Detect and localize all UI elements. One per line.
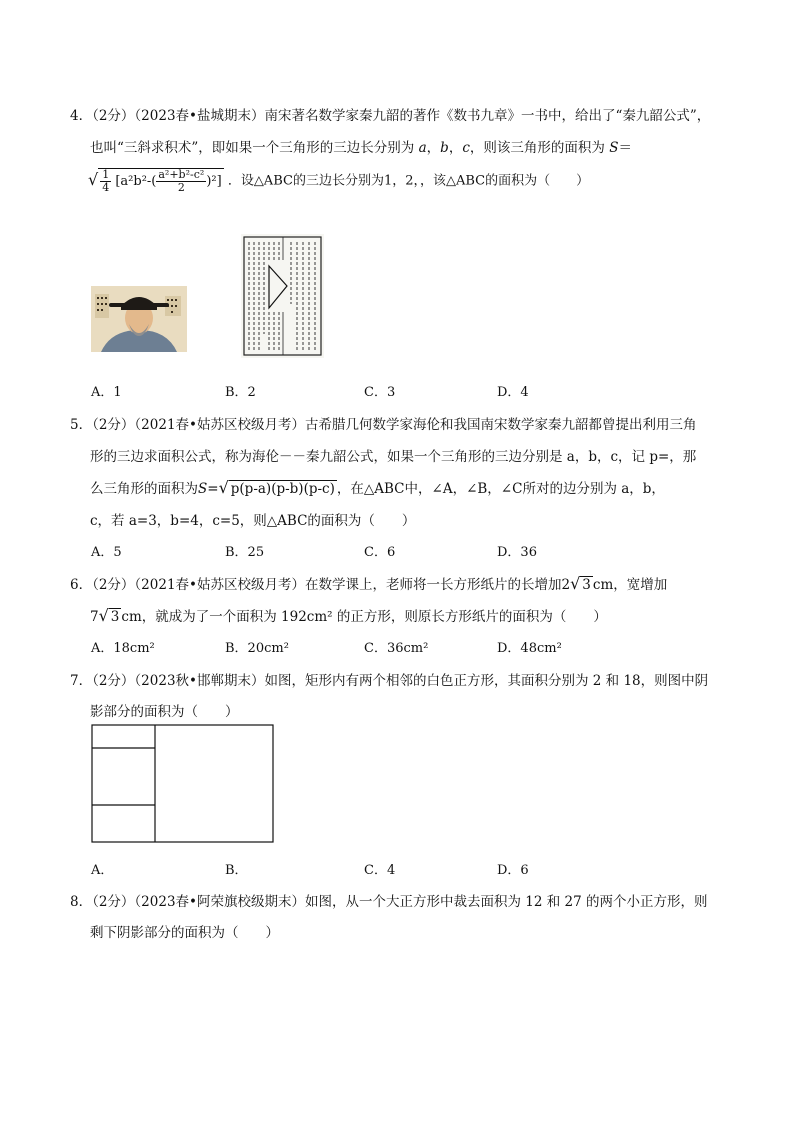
sqrt-sign: √ [98,606,109,625]
var-s: S [609,140,619,156]
q8-line-1: 8．（2分）（2023春•阿荣旗校级期末）如图，从一个大正方形中裁去面积为 12 和 27 的两个小正方形，则 [70,894,708,910]
q6-option-c[interactable]: C．36cm² [364,641,429,656]
q6-line-2 [90,605,607,625]
inner-denominator: 2 [177,181,185,194]
heron-radicand: p(p-a)(p-b)(p-c) [230,481,335,497]
fraction-denominator: 4 [102,181,110,194]
q4-option-c[interactable]: C．3 [364,385,396,400]
q5-line-2: 形的三边求面积公式，称为海伦－－秦九韶公式，如果一个三角形的三边分别是 a，b，c，记 p=，那 [90,449,697,465]
q6-line-1 [70,573,667,593]
inner-numerator: a²+b²-c² [158,168,205,181]
q4-line-2-text-b: ，则该三角形的面积为 [469,140,605,156]
equals-sign: ＝ [618,140,632,156]
radicand: 3 [582,577,591,593]
q6-option-d[interactable]: D．48cm² [497,641,562,656]
q5-line-3-text-b: ，在△ABC中，∠A，∠B，∠C所对的边分别为 a，b， [336,481,665,497]
q6-option-a[interactable]: A．18cm² [91,641,155,656]
radicand: 3 [110,609,120,625]
q5-line-1: 5．（2分）（2021春•姑苏区校级月考）古希腊几何数学家海伦和我国南宋数学家秦九韶都曾提出利用三角 [70,417,697,433]
q6-option-b[interactable]: B．20cm² [225,641,289,656]
q5-option-c[interactable]: C．6 [364,545,396,560]
q5-line-3 [90,477,665,497]
q4-line-3-text: ．设△ABC的三边长分别为1，2，，该△ABC的面积为（ ） [227,173,590,189]
shushu-jiuzhang-book-page-image [241,234,324,358]
coefficient: 2 [561,577,571,593]
q7-option-c[interactable]: C．4 [364,863,396,878]
q5-option-a[interactable]: A．5 [91,545,122,560]
q4-formula-line [88,168,589,194]
q4-line-1: 4．（2分）（2023春•盐城期末）南宋著名数学家秦九韶的著作《数书九章》一书中，给出了“秦九韶公式”， [70,108,711,124]
q4-line-2 [90,136,632,156]
formula-end: )²] [206,174,222,189]
sep: ， [426,140,441,156]
var-s: S= [198,481,219,497]
sep: ， [448,140,463,156]
var-b: b [440,140,449,156]
q7-line-1: 7．（2分）（2023秋•邯郸期末）如图，矩形内有两个相邻的白色正方形，其面积分别为 2 和 18，则图中阴 [70,673,709,689]
q4-line-2-text: 也叫“三斜求积术”，即如果一个三角形的三边长分别为 [90,140,415,156]
q7-option-a[interactable]: A． [91,863,114,878]
q7-option-b[interactable]: B． [225,863,248,878]
sqrt-sign: √ [88,170,99,189]
var-c: c [462,140,470,156]
q4-option-a[interactable]: A．1 [91,385,122,400]
q6-line-1-tail: cm，宽增加 [592,577,668,593]
coefficient: 7 [90,609,99,625]
sqrt-sign: √ [570,574,581,593]
q4-option-d[interactable]: D．4 [497,385,529,400]
outer-rectangle [92,725,273,842]
radicand [98,168,223,194]
q8-line-2: 剩下阴影部分的面积为（ ） [90,925,279,941]
sqrt-sign: √ [218,478,229,497]
qin-jiushao-portrait-image [91,286,187,352]
inner-fraction [156,169,206,194]
q5-option-d[interactable]: D．36 [497,545,537,560]
q7-option-d[interactable]: D．6 [497,863,529,878]
var-a: a [418,140,427,156]
formula-middle: [a²b²-( [115,174,157,189]
q4-option-b[interactable]: B．2 [225,385,256,400]
q7-line-2: 影部分的面积为（ ） [90,704,239,720]
qin-jiushao-formula [88,168,224,194]
q5-line-3-text: 么三角形的面积为 [90,481,198,497]
one-quarter-fraction [100,169,111,194]
q6-line-1-text: 6．（2分）（2021春•姑苏区校级月考）在数学课上，老师将一长方形纸片的长增加 [70,577,562,593]
fraction-numerator: 1 [102,168,110,181]
q5-line-4: c，若 a=3，b=4，c=5，则△ABC的面积为（ ） [90,513,416,529]
q5-option-b[interactable]: B．25 [225,545,265,560]
q6-line-2-text: cm，就成为了一个面积为 192cm² 的正方形，则原长方形纸片的面积为（ ） [121,609,607,625]
rectangle-with-two-squares-figure [91,724,275,846]
